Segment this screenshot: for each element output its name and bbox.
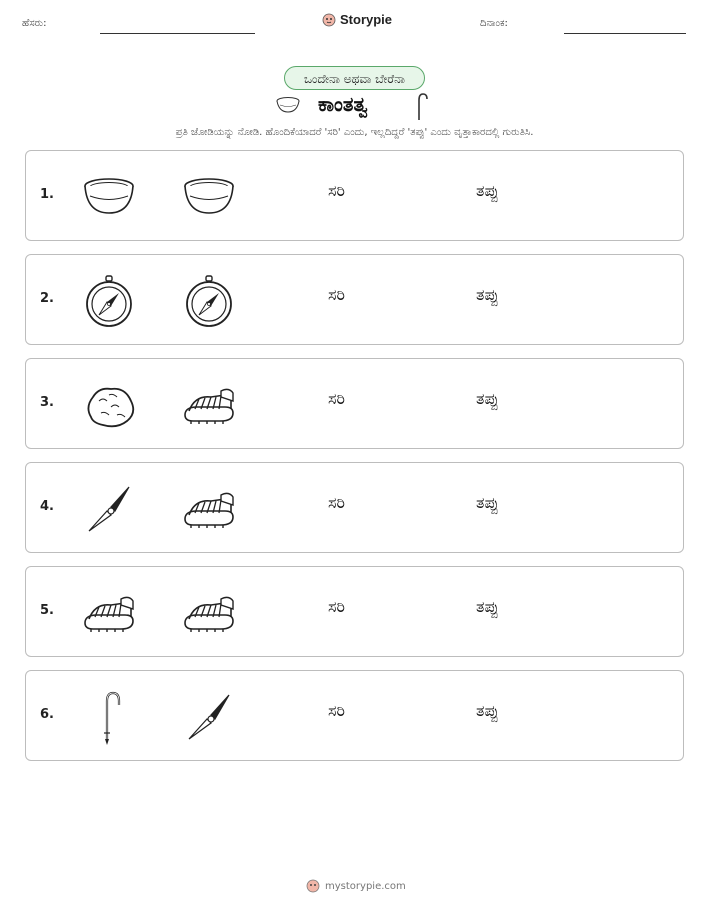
- bowl-icon: [275, 96, 301, 114]
- option-wrong[interactable]: ತಪ್ಪು: [476, 493, 499, 512]
- name-line[interactable]: [100, 33, 255, 34]
- sandal-icon: [181, 377, 237, 433]
- row-number: 6.: [40, 707, 54, 722]
- option-correct[interactable]: ಸರಿ: [328, 389, 345, 408]
- page-title: ಕಾಂತತ್ವ: [318, 92, 368, 116]
- compass-needle-icon: [81, 481, 137, 537]
- name-label: ಹೆಸರು:: [22, 18, 47, 29]
- sandal-icon: [181, 585, 237, 641]
- rock-icon: [81, 377, 137, 433]
- sandal-icon: [81, 585, 137, 641]
- compass-icon: [81, 273, 137, 329]
- option-wrong[interactable]: ತಪ್ಪು: [476, 389, 499, 408]
- storypie-logo: [322, 12, 392, 27]
- cane-icon: [81, 689, 137, 745]
- option-wrong[interactable]: ತಪ್ಪು: [476, 285, 499, 304]
- date-line[interactable]: [564, 33, 686, 34]
- pair-row-1: [25, 150, 684, 241]
- storypie-mascot-icon: [322, 13, 336, 27]
- brand-name: Storypie: [340, 12, 393, 27]
- compass-icon: [181, 273, 237, 329]
- pair-row-6: [25, 670, 684, 761]
- option-correct[interactable]: ಸರಿ: [328, 597, 345, 616]
- storypie-mascot-icon: [306, 879, 320, 893]
- option-correct[interactable]: ಸರಿ: [328, 285, 345, 304]
- row-number: 2.: [40, 291, 54, 306]
- option-correct[interactable]: ಸರಿ: [328, 701, 345, 720]
- sandal-icon: [181, 481, 237, 537]
- option-wrong[interactable]: ತಪ್ಪು: [476, 701, 499, 720]
- option-correct[interactable]: ಸರಿ: [328, 493, 345, 512]
- bowl-icon: [181, 169, 237, 225]
- topic-pill: ಒಂದೇನಾ ಅಥವಾ ಬೇರೆನಾ: [284, 66, 425, 90]
- row-number: 4.: [40, 499, 54, 514]
- pair-row-4: [25, 462, 684, 553]
- cane-icon: [414, 92, 428, 122]
- instructions: ಪ್ರತಿ ಜೋಡಿಯನ್ನು ನೋಡಿ. ಹೊಂದಿಕೆಯಾದರೆ 'ಸರಿ' ಎಂದು, ಇಲ್ಲದಿದ್ದರೆ 'ತಪ್ಪು' ಎಂದು ವೃತ್ತಾಕಾರದಲ್ಲಿ ಗುರುತಿಸಿ.: [175, 127, 534, 138]
- option-wrong[interactable]: ತಪ್ಪು: [476, 181, 499, 200]
- option-correct[interactable]: ಸರಿ: [328, 181, 345, 200]
- option-wrong[interactable]: ತಪ್ಪು: [476, 597, 499, 616]
- row-number: 5.: [40, 603, 54, 618]
- pair-row-2: [25, 254, 684, 345]
- date-label: ದಿನಾಂಕ:: [480, 18, 508, 29]
- row-number: 3.: [40, 395, 54, 410]
- row-number: 1.: [40, 187, 54, 202]
- pair-row-3: [25, 358, 684, 449]
- compass-needle-icon: [181, 689, 237, 745]
- pair-row-5: [25, 566, 684, 657]
- bowl-icon: [81, 169, 137, 225]
- footer-url[interactable]: mystorypie.com: [325, 880, 406, 892]
- footer: [306, 879, 406, 893]
